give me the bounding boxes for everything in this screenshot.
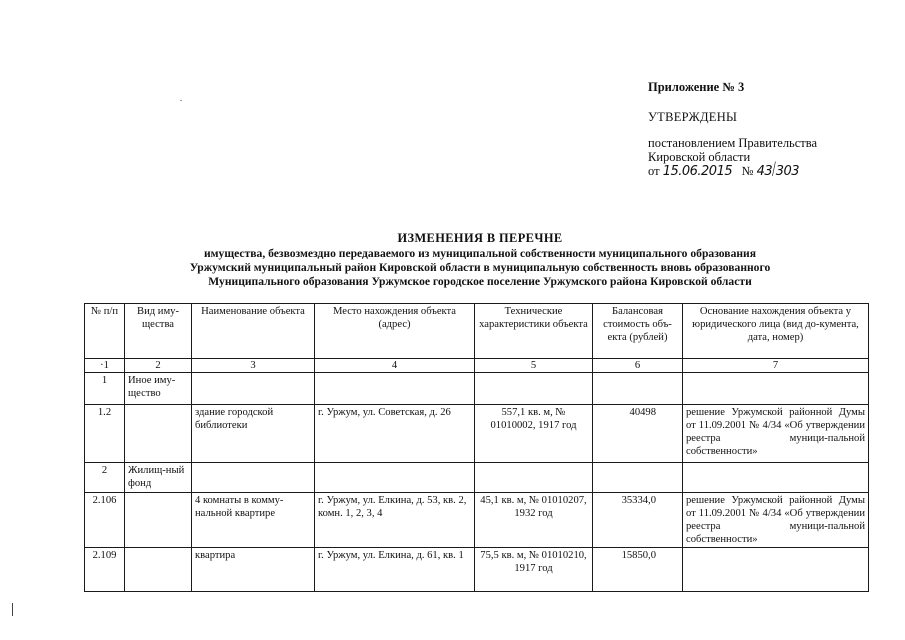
object-name: здание городской библиотеки (192, 405, 315, 463)
object-name (192, 463, 315, 493)
column-number: 6 (593, 359, 683, 373)
legal-basis (683, 463, 869, 493)
table-row (85, 373, 869, 405)
row-number: 1.2 (85, 405, 125, 463)
header-cell: Наименование объекта (192, 304, 315, 359)
technical-specs: 45,1 кв. м, № 01010207, 1932 год (475, 493, 593, 548)
approval-block (648, 80, 888, 182)
object-address (315, 463, 475, 493)
technical-specs: 75,5 кв. м, № 01010210, 1917 год (475, 548, 593, 592)
balance-value (593, 463, 683, 493)
object-address: г. Уржум, ул. Елкина, д. 61, кв. 1 (315, 548, 475, 592)
column-number: 5 (475, 359, 593, 373)
legal-basis: решение Уржумской районной Думы от 11.09.2001 № 4/34 «Об утверждении реестра муници-пальной собственности» (683, 493, 869, 548)
legal-basis: решение Уржумской районной Думы от 11.09.2001 № 4/34 «Об утверждении реестра муници-пальной собственности» (683, 405, 869, 463)
number-prefix: № (741, 164, 754, 178)
object-address: г. Уржум, ул. Елкина, д. 53, кв. 2, комн. 1, 2, 3, 4 (315, 493, 475, 548)
balance-value: 35334,0 (593, 493, 683, 548)
title-line-3: Муниципального образования Уржумское городское поселение Уржумского района Кировской области (208, 275, 752, 288)
column-number: 7 (683, 359, 869, 373)
table-row (85, 405, 869, 463)
slash-mark: / (772, 155, 776, 182)
balance-value: 40498 (593, 405, 683, 463)
approved-label: УТВЕРЖДЕНЫ (648, 110, 738, 124)
property-kind: Иное иму-щество (125, 373, 192, 405)
decree-line-1: постановлением Правительства (648, 136, 818, 150)
legal-basis (683, 548, 869, 592)
title-line-1: имущества, безвозмездно передаваемого из муниципальной собственности муниципального образования (203, 247, 757, 260)
table-row (85, 493, 869, 548)
scan-speck (180, 100, 182, 101)
document-title (140, 231, 820, 289)
column-number: 3 (192, 359, 315, 373)
column-number: ·1 (85, 359, 125, 373)
balance-value (593, 373, 683, 405)
header-cell: Балансовая стоимость объ-екта (рублей) (593, 304, 683, 359)
property-kind: Жилищ-ный фонд (125, 463, 192, 493)
object-address (315, 373, 475, 405)
decree-line-2: Кировской области (648, 150, 751, 164)
technical-specs (475, 373, 593, 405)
property-kind (125, 405, 192, 463)
object-name: квартира (192, 548, 315, 592)
column-number: 4 (315, 359, 475, 373)
object-address: г. Уржум, ул. Советская, д. 26 (315, 405, 475, 463)
title-main: ИЗМЕНЕНИЯ В ПЕРЕЧНЕ (397, 231, 563, 245)
handwritten-number-part-1: 43 (756, 164, 773, 179)
property-kind (125, 493, 192, 548)
property-kind (125, 548, 192, 592)
header-cell: № п/п (85, 304, 125, 359)
from-prefix: от (648, 164, 660, 178)
header-cell: Основание нахождения объекта у юридического лица (вид до-кумента, дата, номер) (683, 304, 869, 359)
appendix-label: Приложение № 3 (648, 80, 745, 94)
row-number: 1 (85, 373, 125, 405)
balance-value: 15850,0 (593, 548, 683, 592)
technical-specs: 557,1 кв. м, № 01010002, 1917 год (475, 405, 593, 463)
object-name (192, 373, 315, 405)
row-number: 2.109 (85, 548, 125, 592)
object-name: 4 комнаты в комму-нальной квартире (192, 493, 315, 548)
row-number: 2.106 (85, 493, 125, 548)
table-header-row (85, 304, 869, 359)
column-number-row (85, 359, 869, 373)
technical-specs (475, 463, 593, 493)
header-cell: Технические характеристики объекта (475, 304, 593, 359)
header-cell: Вид иму-щества (125, 304, 192, 359)
header-cell: Место нахождения объекта (адрес) (315, 304, 475, 359)
table-row (85, 548, 869, 592)
property-table (84, 303, 869, 592)
handwritten-number-part-2: 303 (775, 164, 800, 179)
scan-margin-mark (12, 603, 13, 616)
row-number: 2 (85, 463, 125, 493)
handwritten-date: 15.06.2015 (662, 164, 733, 179)
column-number: 2 (125, 359, 192, 373)
table-row (85, 463, 869, 493)
title-line-2: Уржумский муниципальный район Кировской области в муниципальную собственность вновь образованного (189, 261, 771, 274)
legal-basis (683, 373, 869, 405)
